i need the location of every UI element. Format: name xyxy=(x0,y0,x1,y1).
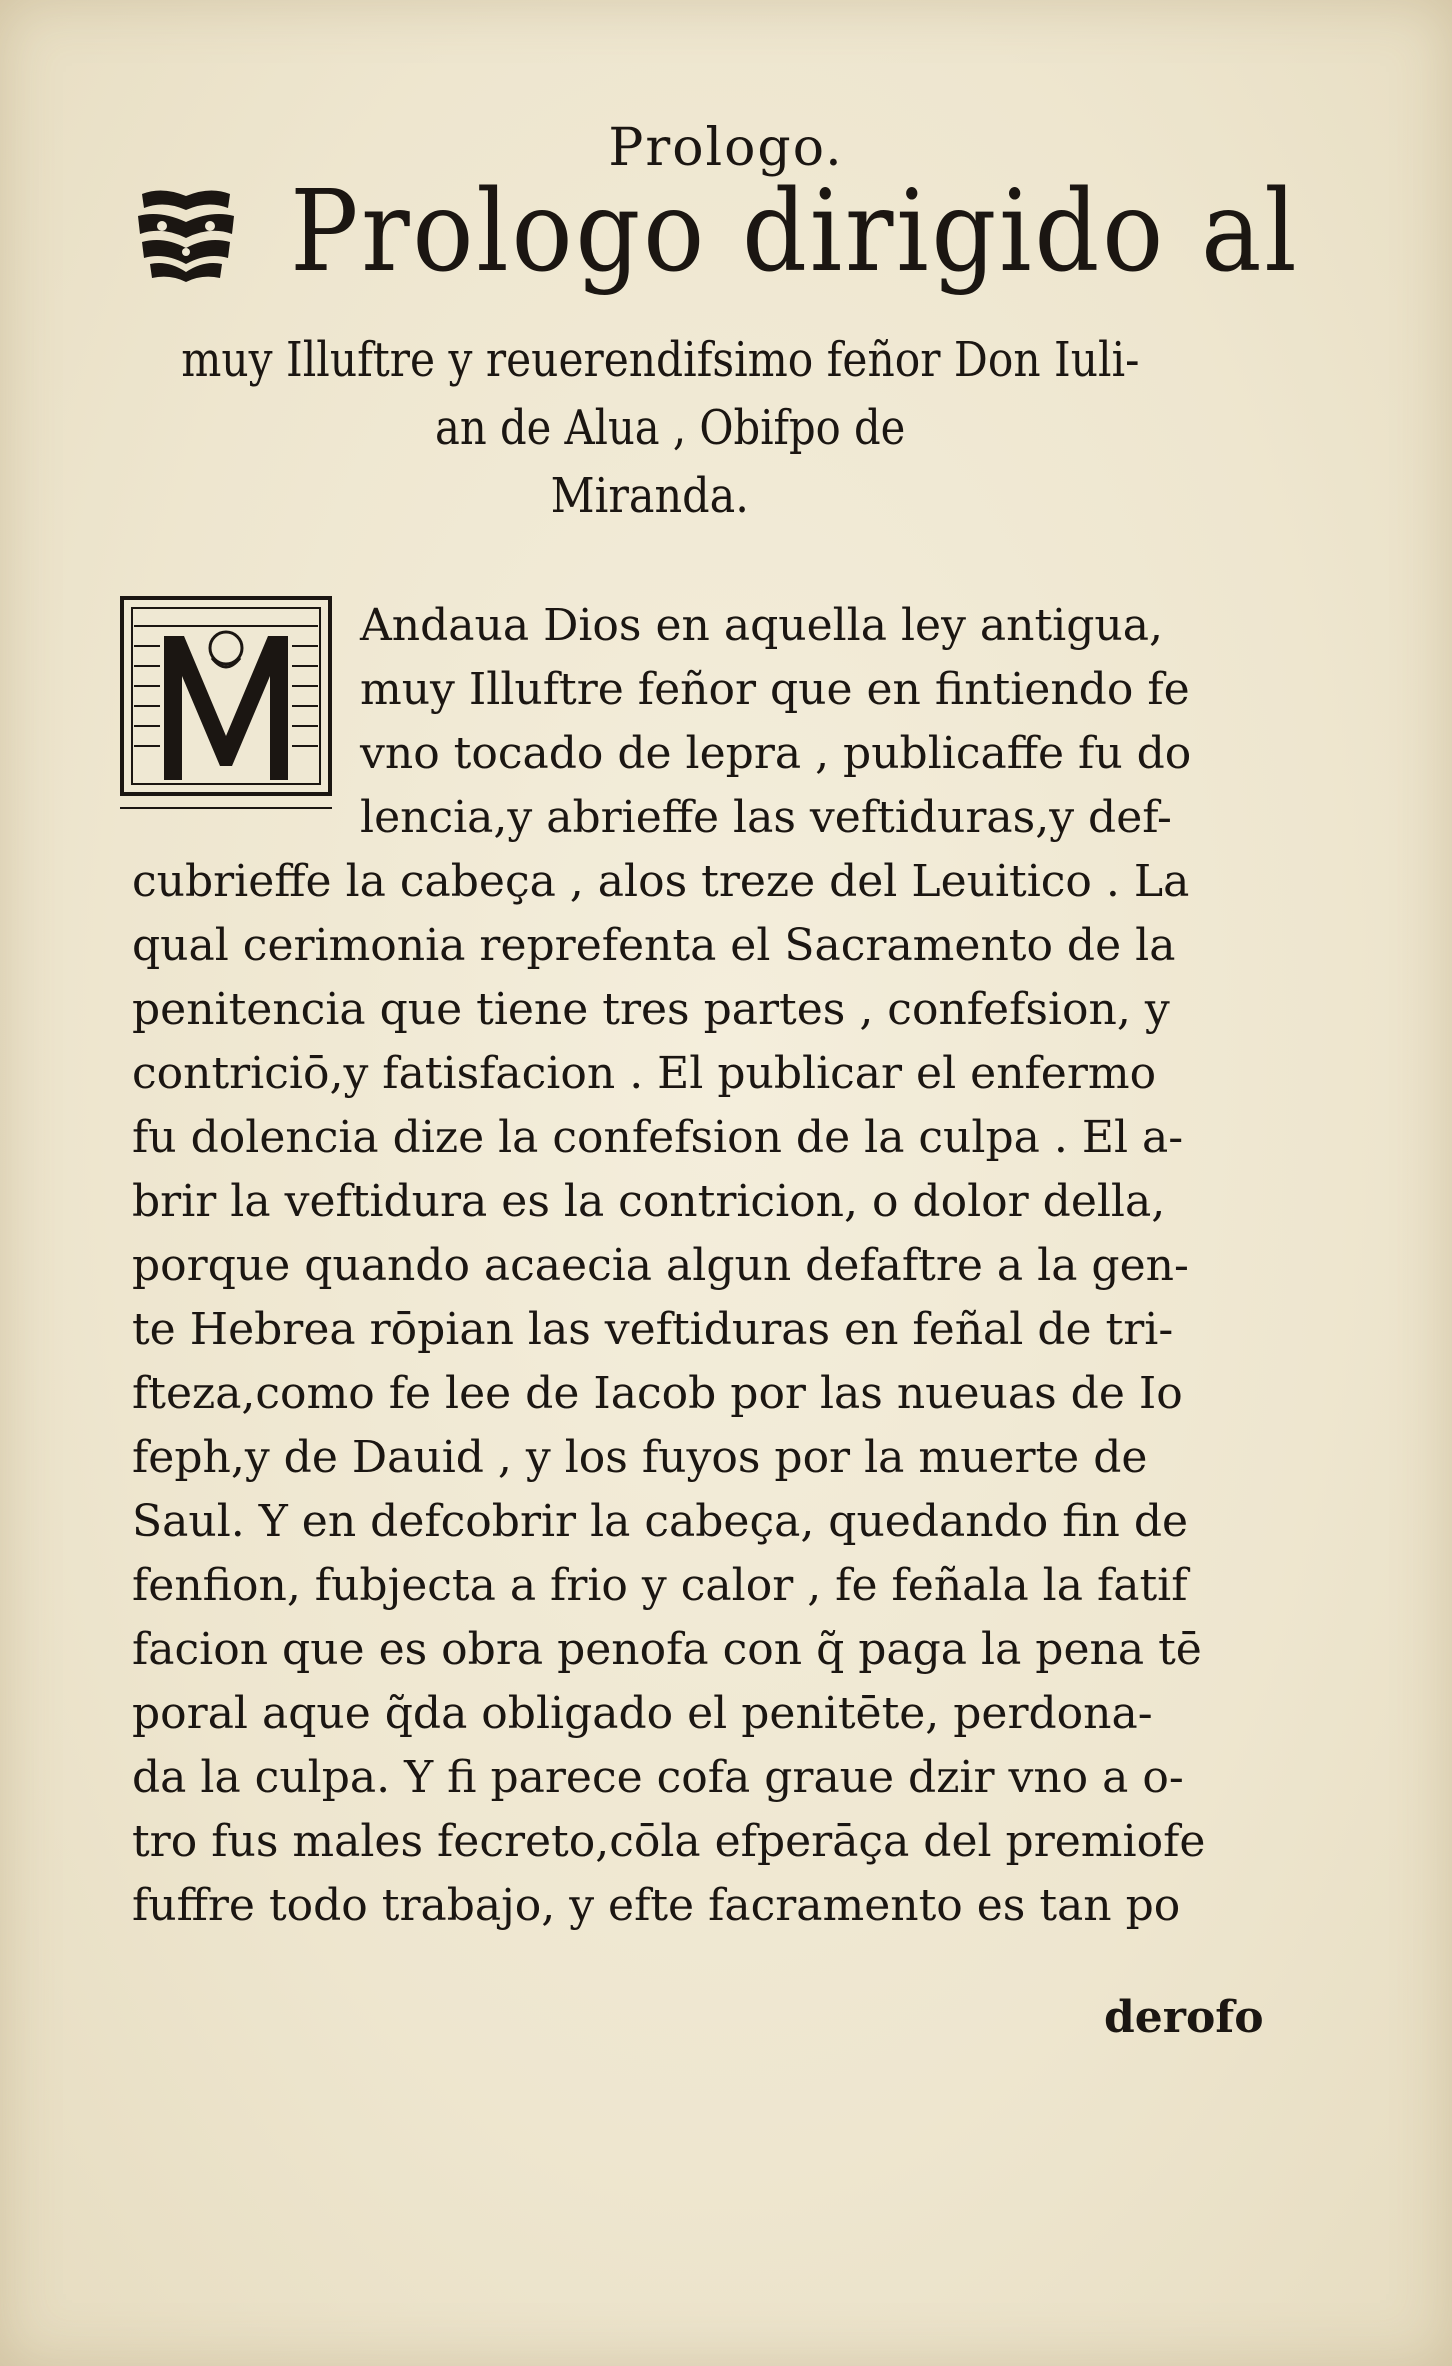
body-line: Saul. Y en defcobrir la cabeça, quedando fin de xyxy=(132,1496,1189,1547)
body-line: feph,y de Dauid , y los fuyos por la muerte de xyxy=(132,1432,1148,1483)
title-subline-2: an de Alua , Obifpo de xyxy=(435,400,906,456)
body-line: muy Illuftre feñor que en fintiendo fe xyxy=(360,664,1190,715)
body-line: fu dolencia dize la confefsion de la culpa . El a- xyxy=(132,1112,1184,1163)
body-line: fteza,como fe lee de Iacob por las nueuas de Io xyxy=(132,1368,1183,1419)
running-head: Prologo. xyxy=(608,118,844,178)
body-line: poral aque q̃da obligado el penitēte, perdona- xyxy=(132,1688,1153,1739)
body-line: contriciō,y fatisfacion . El publicar el enfermo xyxy=(132,1048,1157,1099)
body-line: te Hebrea rōpian las veftiduras en feñal de tri- xyxy=(132,1304,1174,1355)
body-line: fuffre todo trabajo, y efte facramento es tan po xyxy=(132,1880,1181,1931)
title-main: Prologo dirigido al xyxy=(290,167,1300,297)
body-line: qual cerimonia reprefenta el Sacramento de la xyxy=(132,920,1176,971)
body-line: brir la veftidura es la contricion, o dolor della, xyxy=(132,1176,1166,1227)
body-line: tro fus males fecreto,cōla efperāça del premiofe xyxy=(132,1816,1206,1867)
body-line: lencia,y abrieffe las veftiduras,y def- xyxy=(360,792,1172,843)
body-line: penitencia que tiene tres partes , confefsion, y xyxy=(132,984,1170,1035)
fleuron-ornament-icon xyxy=(132,186,240,282)
body-line: porque quando acaecia algun defaftre a la gen- xyxy=(132,1240,1189,1291)
decorated-initial-m-icon xyxy=(120,596,332,812)
body-line: da la culpa. Y fi parece cofa graue dzir vno a o- xyxy=(132,1752,1184,1803)
catchword: derofo xyxy=(1104,1992,1264,2043)
title-subline-1: muy Illuftre y reuerendifsimo feñor Don Iuli- xyxy=(181,332,1140,388)
body-line: cubrieffe la cabeça , alos treze del Leuitico . La xyxy=(132,856,1190,907)
body-line: facion que es obra penofa con q̃ paga la pena tē xyxy=(132,1624,1202,1675)
body-line: Andaua Dios en aquella ley antigua, xyxy=(360,600,1163,651)
body-line: fenfion, fubjecta a frio y calor , fe feñala la fatif xyxy=(132,1560,1188,1611)
body-line: vno tocado de lepra , publicaffe fu do xyxy=(360,728,1192,779)
title-subline-3: Miranda. xyxy=(550,468,749,524)
